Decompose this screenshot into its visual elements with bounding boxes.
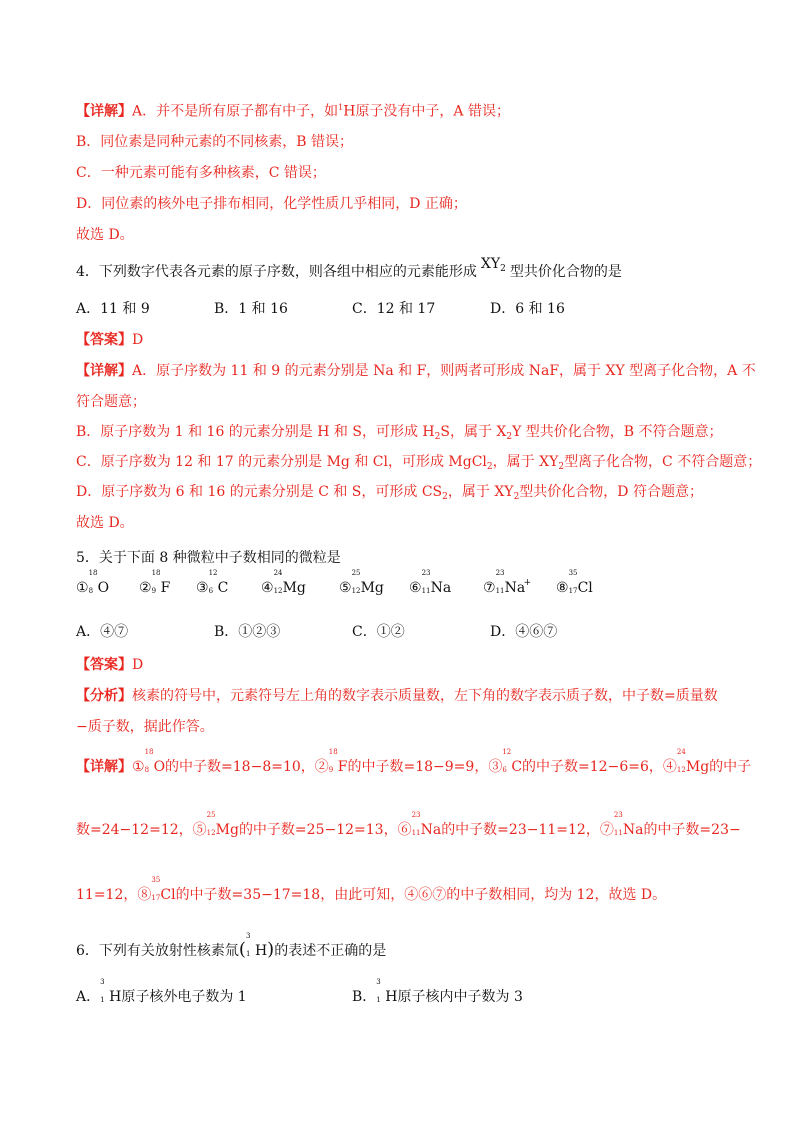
mass-number: 24 <box>676 748 686 756</box>
element-symbol: Na <box>430 580 452 596</box>
mass-number: 23 <box>613 811 623 819</box>
element-symbol: Na <box>420 822 442 838</box>
atomic-number: 11 <box>421 587 431 595</box>
mass-number: 23 <box>495 569 505 577</box>
nuclide-cl35 <box>151 876 176 905</box>
mass-number: 23 <box>421 569 431 577</box>
mass-number: 35 <box>568 569 578 577</box>
atomic-number: 1 <box>100 996 105 1004</box>
mass-number: 24 <box>273 569 283 577</box>
tritium-symbol-a <box>100 978 122 1007</box>
atomic-number: 9 <box>328 766 334 774</box>
atomic-number: 6 <box>502 766 507 774</box>
mass-number: 3 <box>376 978 381 986</box>
q5-particle <box>196 569 229 598</box>
q5-option-c: C．①② <box>352 624 405 640</box>
q5-option-d: D．④⑥⑦ <box>490 624 558 640</box>
element-symbol: F <box>337 759 348 775</box>
element-symbol: Mg <box>282 580 306 596</box>
q5-stem: 5．关于下面 8 种微粒中子数相同的微粒是 <box>76 550 341 566</box>
element-symbol: H <box>385 989 398 1005</box>
q5-detail-line-2: 数=24−12=12，⑤ 25 12 Mg的中子数=25−12=13，⑥ 23 11 Na的中子数=23−11=12，⑦ 23 11 Na的中子数=23− <box>76 811 741 838</box>
q5-analysis-cont: −质子数，据此作答。 <box>76 719 214 735</box>
mass-number: 3 <box>245 932 251 940</box>
nuclide <box>568 569 593 598</box>
q4-conclusion: 故选 D。 <box>76 515 134 531</box>
atomic-number: 8 <box>144 766 150 774</box>
mass-number: 25 <box>351 569 361 577</box>
nuclide <box>208 569 229 598</box>
atomic-number: 12 <box>273 587 283 595</box>
q5-detail-line-1: 【详解】① 18 8 O的中子数=18−8=10，② 18 9 F的中子数=18−9=9，③ 12 6 C的中子数=12−6=6，④ 24 12 Mg的中子 <box>76 748 752 775</box>
atomic-number: 11 <box>495 587 505 595</box>
atomic-number: 11 <box>613 829 623 837</box>
q5-particle <box>339 569 384 598</box>
q4-stem: 4．下列数字代表各元素的原子序数，则各组中相应的元素能形成 $XY_2$ 型共价化合物的是 <box>76 256 622 280</box>
atomic-number: 1 <box>376 996 381 1004</box>
q6-option-a: A． 3 1 H原子核外电子数为 1 <box>76 978 247 1005</box>
nuclide-o18 <box>144 748 166 777</box>
element-symbol: Mg <box>685 759 710 775</box>
atomic-number: 12 <box>676 766 686 774</box>
element-symbol: H <box>109 989 122 1005</box>
q6-option-b: B． 3 1 H原子核内中子数为 3 <box>352 978 523 1005</box>
nuclide-na23-b <box>613 811 644 840</box>
q4-option-b: B．1 和 16 <box>214 301 288 317</box>
q4-option-d: D．6 和 16 <box>490 301 565 317</box>
prev-detail-line-d: D．同位素的核外电子排布相同，化学性质几乎相同，D 正确； <box>76 196 467 212</box>
nuclide <box>88 569 110 598</box>
prev-detail-line-b: B．同位素是同种元素的不同核素，B 错误； <box>76 134 354 150</box>
q5-particle <box>556 569 593 598</box>
mass-number: 12 <box>208 569 218 577</box>
mass-number: 12 <box>502 748 512 756</box>
nuclide <box>273 569 306 598</box>
atomic-number: 8 <box>88 587 94 595</box>
q4-detail-a: 【详解】A．原子序数为 11 和 9 的元素分别是 Na 和 F，则两者可形成 NaF，属于 XY 型离子化合物，A 不 <box>76 363 756 379</box>
atomic-number: 17 <box>568 587 578 595</box>
mass-number: 3 <box>100 978 105 986</box>
tritium-symbol <box>245 932 268 961</box>
q4-option-c: C．12 和 17 <box>352 301 436 317</box>
q5-detail-line-3: 11=12，⑧ 35 17 Cl的中子数=35−17=18，由此可知，④⑥⑦的中子数相同，均为 12，故选 D。 <box>76 876 667 903</box>
element-symbol: Cl <box>577 580 593 596</box>
atomic-number: 17 <box>151 894 161 902</box>
particle-number: ① <box>76 580 89 596</box>
element-symbol: Cl <box>160 887 176 903</box>
q4-detail-b: B．原子序数为 1 和 16 的元素分别是 H 和 S，可形成 $H_2S$，属于 $X_2Y$ 型共价化合物，B 不符合题意； <box>76 424 723 442</box>
atomic-number: 1 <box>245 950 251 958</box>
atomic-number: 12 <box>206 829 216 837</box>
nuclide-na23 <box>411 811 442 840</box>
q4-detail-c: C．原子序数为 12 和 17 的元素分别是 Mg 和 Cl，可形成 MgCl$_2$，属于 $XY_2$型离子化合物，C 不符合题意； <box>76 454 762 472</box>
mass-number: 18 <box>88 569 98 577</box>
atomic-number: 9 <box>151 587 157 595</box>
q4-formula: $XY_2$ <box>480 256 506 274</box>
element-symbol: C <box>217 580 229 596</box>
q5-option-b: B．①②③ <box>214 624 281 640</box>
nuclide-mg25 <box>206 811 239 840</box>
q5-particle <box>409 569 452 598</box>
mass-number: 25 <box>206 811 216 819</box>
element-symbol: O <box>153 759 166 775</box>
atomic-number: 6 <box>208 587 214 595</box>
nuclide-mg24 <box>676 748 710 777</box>
element-symbol: Na <box>504 580 526 596</box>
particle-number: ⑦ <box>483 580 496 596</box>
particle-number: ③ <box>196 580 209 596</box>
q5-option-a: A．④⑦ <box>76 624 129 640</box>
tritium-symbol-b <box>376 978 398 1007</box>
prev-detail-line-a: 【详解】A．并不是所有原子都有中子，如$^1$H原子没有中子，A 错误； <box>76 103 510 120</box>
nuclide <box>351 569 384 598</box>
q5-particle <box>76 569 110 598</box>
nuclide <box>495 569 532 598</box>
prev-conclusion: 故选 D。 <box>76 227 134 243</box>
particle-number: ⑤ <box>339 580 352 596</box>
particle-number: ⑥ <box>409 580 422 596</box>
mass-number: 23 <box>411 811 421 819</box>
nuclide <box>151 569 171 598</box>
nuclide <box>421 569 452 598</box>
mass-number: 18 <box>151 569 161 577</box>
q4-detail-d: D．原子序数为 6 和 16 的元素分别是 C 和 S，可形成 $CS_2$，属于 $XY_2$型共价化合物，D 符合题意； <box>76 484 703 502</box>
q5-answer: 【答案】D <box>76 657 144 673</box>
particle-number: ④ <box>261 580 274 596</box>
element-symbol: Mg <box>360 580 384 596</box>
mass-number: 18 <box>144 748 154 756</box>
mass-number: 18 <box>328 748 338 756</box>
q6-stem: 6．下列有关放射性核素氚( 3 1 H)的表述不正确的是 <box>76 932 387 960</box>
q4-option-a: A．11 和 9 <box>76 301 150 317</box>
element-symbol: Na <box>622 822 644 838</box>
particle-number: ② <box>139 580 152 596</box>
element-symbol: Mg <box>215 822 239 838</box>
element-symbol: O <box>97 580 110 596</box>
atomic-number: 12 <box>351 587 361 595</box>
element-symbol: H <box>254 943 268 959</box>
prev-detail-line-c: C．一种元素可能有多种核素，C 错误； <box>76 165 326 181</box>
element-symbol: F <box>160 580 171 596</box>
element-symbol: C <box>511 759 523 775</box>
atomic-number: 11 <box>411 829 421 837</box>
q5-analysis: 【分析】核素的符号中，元素符号左上角的数字表示质量数，左下角的数字表示质子数，中子数=质量数 <box>76 688 718 704</box>
particle-number: ⑧ <box>556 580 569 596</box>
nuclide-f18 <box>328 748 348 777</box>
q5-particle <box>139 569 171 598</box>
q4-answer: 【答案】D <box>76 332 144 348</box>
q5-particle <box>483 569 532 598</box>
mass-number: 35 <box>151 876 161 884</box>
q4-detail-a-cont: 符合题意； <box>76 394 146 410</box>
charge: + <box>523 578 532 588</box>
nuclide-c12 <box>502 748 523 777</box>
q5-particle <box>261 569 306 598</box>
